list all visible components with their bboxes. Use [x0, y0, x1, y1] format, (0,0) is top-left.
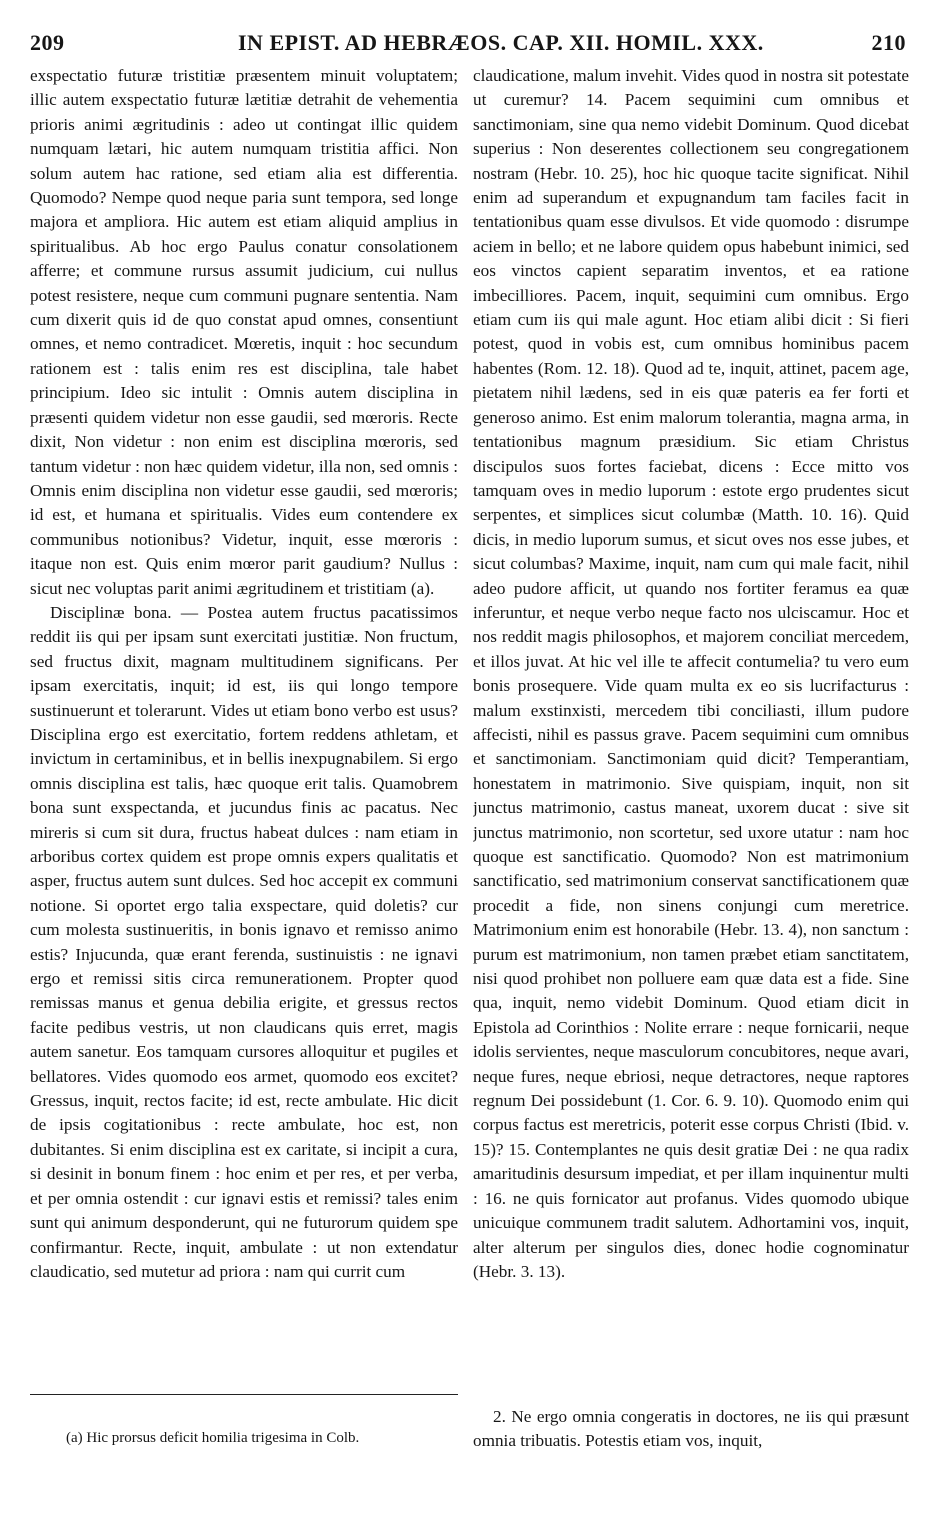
- running-title: IN EPIST. AD HEBRÆOS. CAP. XII. HOMIL. XXX.: [238, 30, 764, 55]
- left-column: [30, 64, 458, 1444]
- page-number-left: 209: [30, 30, 65, 55]
- right-paragraph-2: 2. Ne ergo omnia congeratis in doctores, ne iis qui præsunt omnia tribuatis. Potestis etiam vos, inquit,: [473, 1407, 909, 1451]
- running-header: [30, 30, 906, 62]
- right-paragraph-1: claudicatione, malum invehit. Vides quod in nostra sit potestate ut curemur? 14. Pacem sequimini cum omnibus et sanctimoniam, sine qua nemo videbit Dominum. Quod dicebat superius : Non deserentes collectionem seu congregationem nostram (Hebr. 10. 25), hoc hic quoque tacite significat. Nihil enim ad superandum et expugnandum tam faciles facit in tentationibus quam esse divulsos. Et vide quomodo : disrumpe aciem in bello; et ne labore quidem opus habebunt inimici, sed eos vinctos capient separatim inventos, et ea ratione imbecilliores. Pacem, inquit, sequimini cum omnibus. Ergo etiam cum iis qui male agunt. Hoc etiam alibi dicit : Si fieri potest, quod in vobis est, cum omnibus hominibus pacem habentes (Rom. 12. 18). Quod ad te, inquit, attinet, pacem age, pietatem nihil lædens, sed in eis quæ pateris ea fer forti et generoso animo. Est enim malorum tolerantia, magna arma, in tentationibus magnum præsidium. Sic etiam Christus discipulos suos fortes faciebat, dicens : Ecce mitto vos tamquam oves in medio luporum : estote ergo prudentes sicut serpentes, et simplices sicut columbæ (Matth. 10. 16). Quid dicis, in medio luporum sumus, et sicut oves nos esse jubes, et sicut columbas? Maxime, inquit, nam cum qui male facit, nihil adeo pudore afficit, ut quando nos fortiter feramus ea quæ inferuntur, et neque verbo neque facto nos ulciscamur. Hoc et nos reddit magis philosophos, et majorem conciliat mercedem, et illos juvat. At hic vel ille te affecit contumelia? tu vero eum bonis prosequere. Vide quam multa ex eo sis lucrifacturus : malum exstinxisti, mercedem tibi conciliasti, illum pudore affecisti, nihil es passus grave. Pacem sequimini cum omnibus et sanctimoniam. Sanctimoniam quid dicit? Temperantiam, honestatem in matrimonio. Sive quispiam, inquit, non sit junctus matrimonio, castus maneat, uxorem ducat : sive sit junctus matrimonio, non scortetur, sed uxore utatur : nam hoc quoque est sanctificatio. Quomodo? Non est matrimonium sanctificatio, sed matrimonium conservat sanctificationem quæ procedit a fide, non sinens conjungi cum meretrice. Matrimonium enim est honorabile (Hebr. 13. 4), non sanctum : purum est matrimonium, non tamen præbet etiam sanctitatem, nisi quod prohibet non polluere eam quæ data est a fide. Sine qua, inquit, nemo videbit Dominum. Quod etiam dicit in Epistola ad Corinthios : Nolite errare : neque fornicarii, neque idolis servientes, neque masculorum concubitores, neque avari, neque fures, neque ebriosi, neque detractores, neque raptores regnum Dei possidebunt (1. Cor. 6. 9. 10). Quomodo enim qui corpus factus est meretricis, poterit esse corpus Christi (Ibid. v. 15)? 15. Contemplantes ne quis desit gratiæ Dei : ne qua radix amaritudinis desursum impediat, et per illam inquinentur multi : 16. ne quis fornicator aut profanus. Vides quomodo ubique unicuique communem tradit salutem. Adhortamini vos, inquit, alter alterum per singulos dies, donec hodie cognominatur (Hebr. 3. 13).: [473, 66, 909, 1281]
- right-column: [473, 64, 909, 1402]
- footnote: (a) Hic prorsus deficit homilia trigesima in Colb.: [66, 1430, 360, 1446]
- left-paragraph-2: Disciplinæ bona. — Postea autem fructus pacatissimos reddit iis qui per ipsam sunt exercitati justitiæ. Non fructum, sed fructus dixit, magnam multitudinem significans. Per ipsam exercitatis, inquit; id est, iis qui longo tempore sustinuerunt et tolerarunt. Vides ut etiam bono verbo est usus? Disciplina ergo est exercitatio, fortem reddens athletam, et invictum in certaminibus, et in bellis inexpugnabilem. Si ergo omnis disciplina est talis, hæc quoque erit talis. Quamobrem bona sunt exspectanda, et jucundus finis ac pacatus. Nec mireris si cum sit dura, fructus habeat dulces : nam etiam in arboribus cortex quidem est prope omnis expers qualitatis et asper, fructus autem sunt dulces. Sed hoc accepit ex communi notione. Si oportet ergo talia exspectare, quid doletis? cur cum molesta sustinueritis, in bonis ignavo et remisso animo estis? Injucunda, quæ erant ferenda, sustinuistis : ne ignavi ergo et remissi sitis circa remunerationem. Propter quod remissas manus et genua debilia erigite, et gressus rectos facite pedibus vestris, ut non claudicans quis erret, magis autem sanetur. Eos tamquam cursores alloquitur et pugiles et bellatores. Vides quomodo eos armet, quomodo eos excitet? Gressus, inquit, rectos facite; id est, recte ambulate. Hic dicit de ipsis cogitationibus : recte ambulate, hoc est, non dubitantes. Si enim disciplina est ex caritate, si incipit a cura, si desinit in bonum finem : hoc enim et per res, et per verba, et per omnia ostendit : cur ignavi estis et remissi? tales enim sunt qui animum desponderunt, qui ne futurorum quidem spe confirmantur. Recte, inquit, ambulate : ut non extendatur claudicatio, sed mutetur ad priora : nam qui currit cum: [30, 602, 458, 1281]
- footnote-rule: [30, 1394, 458, 1395]
- left-paragraph-1: exspectatio futuræ tristitiæ præsentem minuit voluptatem; illic autem exspectatio futuræ lætitiæ detrahit de vehementia prioris animi ægritudinis : adeo ut contingat illic quidem numquam lætari, hic autem numquam tristitia affici. Non solum autem hac ratione, sed etiam alia est differentia. Quomodo? Nempe quod neque paria sunt tempora, sed longe majora et ampliora. Hic autem est etiam aliquid amplius in spiritualibus. Ab hoc ergo Paulus conatur consolationem afferre; et commune rursus assumit judicium, cui nullus potest resistere, neque cum communi pugnare sententia. Nam cum dixerit quis id de quo constat apud omnes, consentiunt omnes, et nemo contradicet. Mœretis, inquit : hoc secundum rationem est : talis enim res est disciplina, tale habet principium. Ideo sic intulit : Omnis autem disciplina in præsenti quidem videtur non esse gaudii, sed mœroris. Recte dixit, Non videtur : non enim est disciplina mœroris, sed tantum videtur : non hæc quidem videtur, illa non, sed omnis : Omnis enim disciplina non videtur esse gaudii, sed mœroris; id est, et humana et spiritualis. Vides eum contendere ex communibus notionibus? Videtur, inquit, esse mœroris : itaque non est. Quis enim mœror parit gaudium? Nullus : sicut nec voluptas parit animi ægritudinem et tristitiam (a).: [30, 66, 458, 598]
- page-number-right: 210: [871, 30, 906, 55]
